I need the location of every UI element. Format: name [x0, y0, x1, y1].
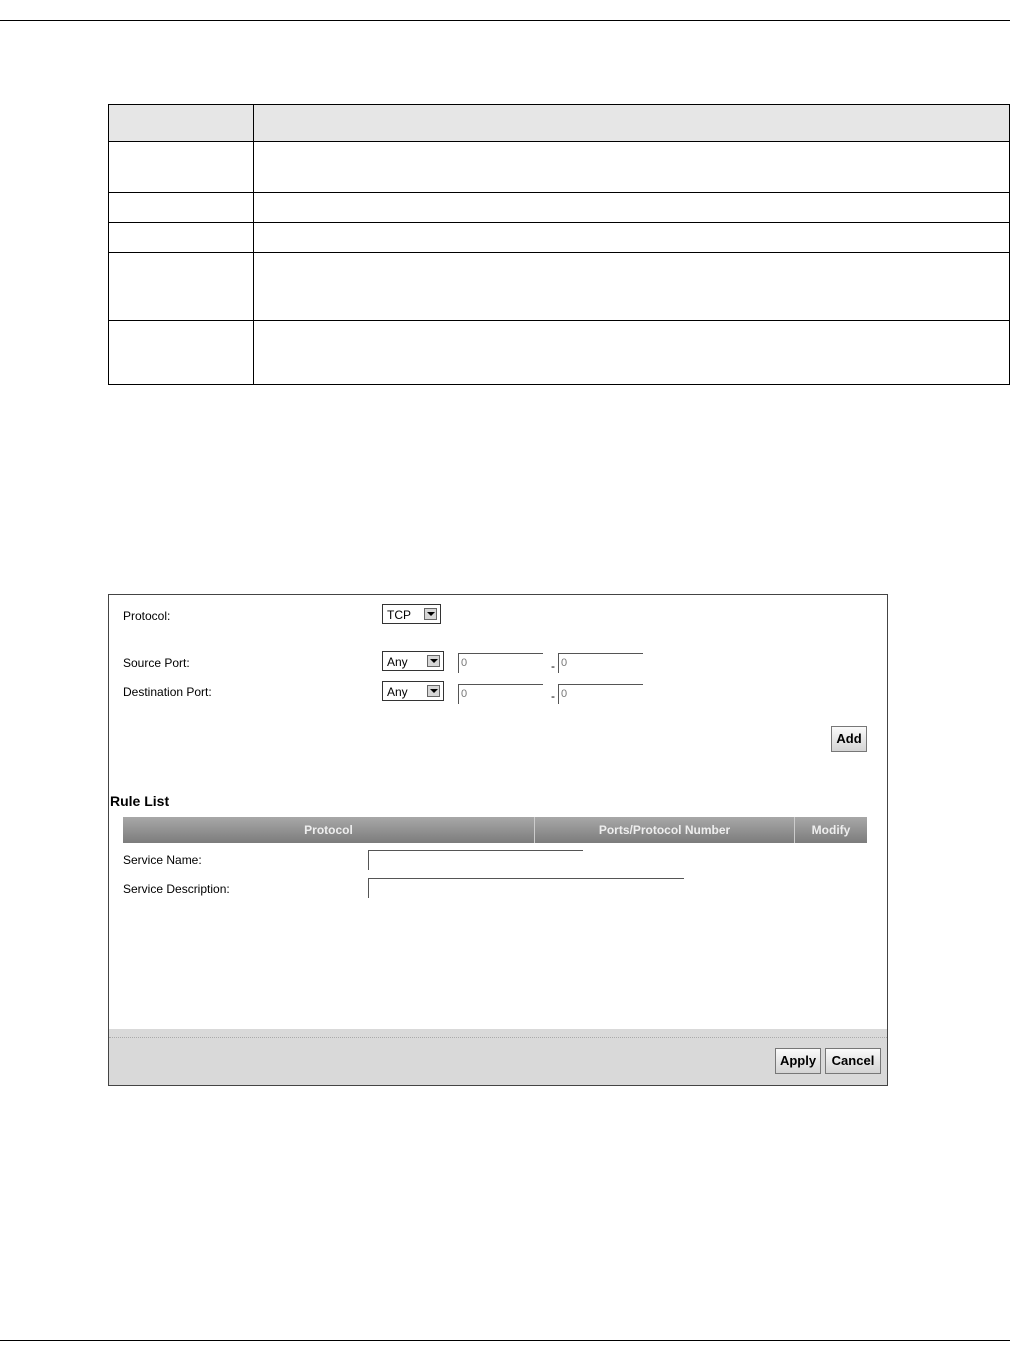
range-dash: -: [551, 659, 555, 673]
source-port-select-value: Any: [387, 655, 408, 669]
page-bottom-rule: [0, 1340, 1010, 1341]
cancel-button[interactable]: Cancel: [825, 1048, 881, 1074]
service-name-input[interactable]: [368, 850, 583, 870]
apply-button[interactable]: Apply: [775, 1048, 821, 1074]
table-cell: [109, 223, 254, 253]
table-cell: [109, 142, 254, 193]
rule-list-column-ports[interactable]: Ports/Protocol Number: [535, 817, 795, 843]
service-description-label: Service Description:: [123, 882, 230, 896]
table-cell: [254, 321, 1010, 385]
footer-divider: [109, 1037, 887, 1038]
source-port-from-input[interactable]: 0: [458, 653, 543, 673]
chevron-down-icon: [427, 685, 440, 697]
table-cell: [254, 193, 1010, 223]
destination-port-select[interactable]: [382, 681, 444, 701]
rule-list-column-protocol[interactable]: Protocol: [123, 817, 535, 843]
table-cell: [109, 193, 254, 223]
source-port-label: Source Port:: [123, 656, 190, 670]
service-name-label: Service Name:: [123, 853, 202, 867]
table-row: [109, 193, 1010, 223]
rule-list-column-modify[interactable]: Modify: [811, 823, 851, 837]
service-edit-screen: [108, 594, 888, 1086]
rule-list-header: [123, 817, 867, 843]
destination-port-label: Destination Port:: [123, 685, 212, 699]
button-footer: [109, 1029, 887, 1085]
protocol-label: Protocol:: [123, 609, 171, 623]
protocol-select[interactable]: [382, 604, 441, 624]
chevron-down-icon: [424, 608, 437, 620]
table-row: [109, 223, 1010, 253]
protocol-select-value: TCP: [387, 608, 411, 622]
destination-port-select-value: Any: [387, 685, 408, 699]
description-table: [108, 104, 1010, 385]
table-cell: [254, 253, 1010, 321]
destination-port-to-input[interactable]: 0: [558, 684, 643, 704]
table-cell: [109, 321, 254, 385]
rule-list-title: Rule List: [110, 793, 170, 809]
table-cell: [109, 253, 254, 321]
table-cell: [254, 223, 1010, 253]
service-description-input[interactable]: [368, 878, 684, 898]
destination-port-from-input[interactable]: 0: [458, 684, 543, 704]
table-header-cell: [109, 105, 254, 142]
chevron-down-icon: [427, 655, 440, 667]
source-port-select[interactable]: [382, 651, 444, 671]
table-row: [109, 321, 1010, 385]
table-header-row: [109, 105, 1010, 142]
range-dash: -: [551, 689, 555, 703]
add-button[interactable]: Add: [831, 726, 867, 752]
table-row: [109, 253, 1010, 321]
page-top-rule: [0, 20, 1010, 21]
table-header-cell: [254, 105, 1010, 142]
table-row: [109, 142, 1010, 193]
table-cell: [254, 142, 1010, 193]
source-port-to-input[interactable]: 0: [558, 653, 643, 673]
